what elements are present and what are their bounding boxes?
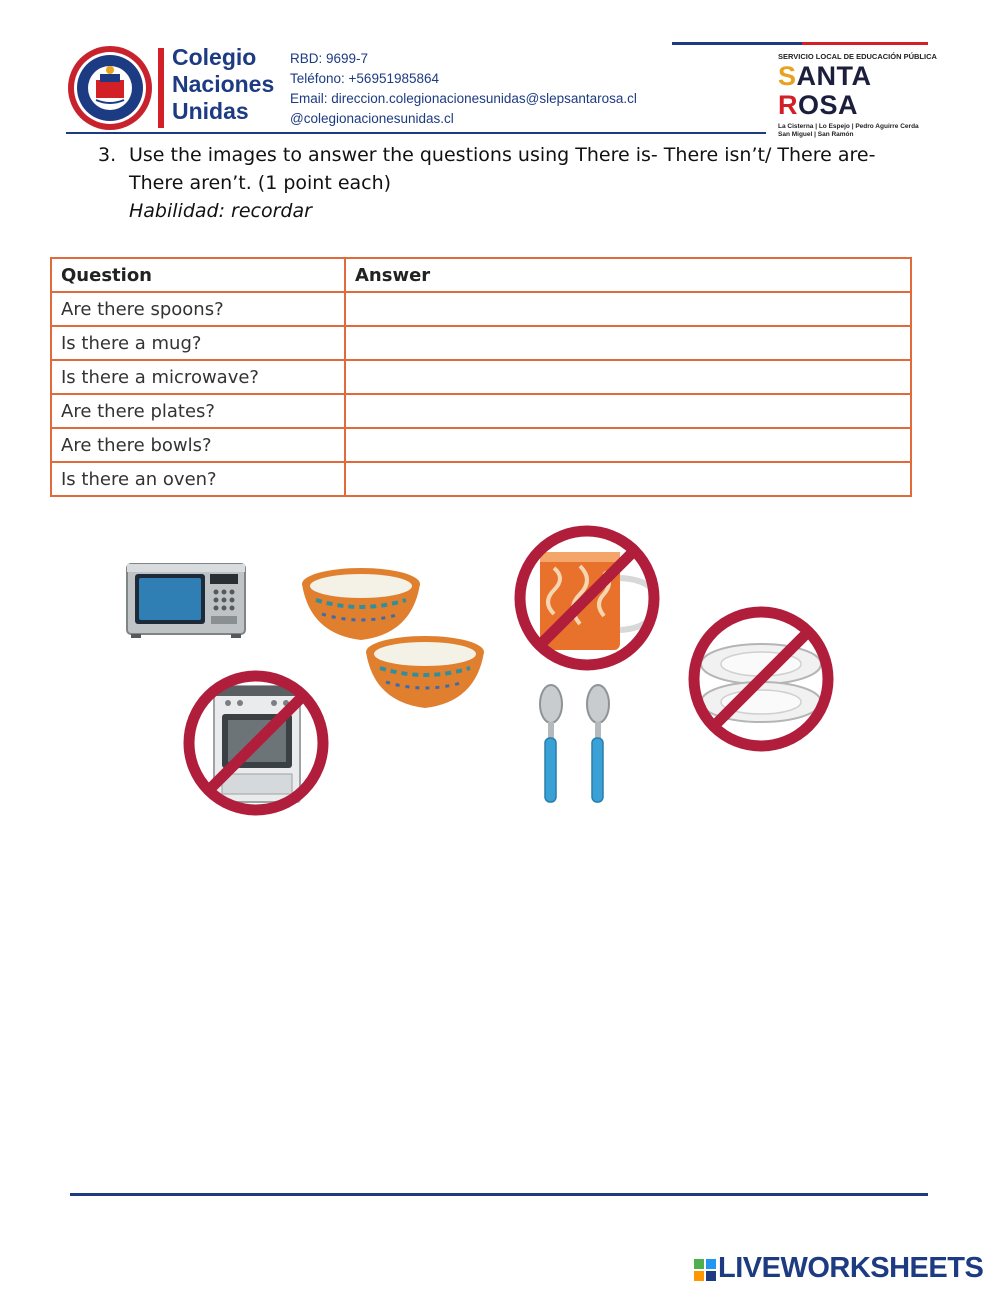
question-cell: Are there spoons? — [51, 292, 345, 326]
question-answer-table — [50, 257, 912, 497]
spoon-icon — [587, 685, 609, 802]
school-name-line: Naciones — [172, 71, 275, 97]
spoons-picture — [535, 682, 617, 806]
table-header-row — [51, 258, 911, 292]
question-cell: Are there plates? — [51, 394, 345, 428]
question-cell: Are there bowls? — [51, 428, 345, 462]
microwave-picture — [125, 560, 250, 640]
bowl-icon — [302, 568, 420, 640]
liveworksheets-logo-icon — [694, 1259, 716, 1281]
school-contact-info — [290, 49, 637, 129]
table-row — [51, 394, 911, 428]
question-cell: Is there a mug? — [51, 326, 345, 360]
bowl-icon — [366, 636, 484, 708]
slep-top-line-blue — [672, 42, 802, 45]
question-column-header: Question — [51, 258, 345, 292]
rbd-text: RBD: 9699-7 — [290, 51, 369, 66]
school-name-line: Unidas — [172, 98, 249, 124]
school-crest-logo — [66, 44, 154, 132]
instruction-text: Use the images to answer the questions using There is- There isn’t/ There are- There aren’t. (1 point each) — [129, 144, 876, 194]
mug-picture-crossed — [510, 522, 665, 674]
slep-service-label: SERVICIO LOCAL DE EDUCACIÓN PÚBLICA — [778, 52, 937, 61]
answer-cell[interactable] — [345, 428, 911, 462]
slep-letter-s: S — [778, 61, 797, 91]
spoon-icon — [540, 685, 562, 802]
school-name — [172, 44, 274, 125]
slep-communes — [778, 123, 919, 139]
header-divider-line — [66, 132, 766, 134]
social-handle-text: @colegionacionesunidas.cl — [290, 111, 454, 126]
prohibition-icon — [694, 612, 828, 746]
table-row — [51, 292, 911, 326]
slep-top-line-red — [802, 42, 928, 45]
table-row — [51, 326, 911, 360]
answer-cell[interactable] — [345, 462, 911, 496]
slep-name-rest: OSA — [798, 90, 859, 120]
school-name-line: Colegio — [172, 44, 257, 70]
slep-letter-r: R — [778, 90, 798, 120]
plates-picture-crossed — [683, 604, 839, 754]
footer-divider-line — [70, 1193, 928, 1196]
question-cell: Is there an oven? — [51, 462, 345, 496]
header-red-divider — [158, 48, 164, 128]
oven-picture-crossed — [178, 670, 335, 817]
table-row — [51, 428, 911, 462]
slep-santa-rosa-logo — [778, 62, 872, 120]
email-text: Email: direccion.colegionacionesunidas@slepsantarosa.cl — [290, 91, 637, 106]
slep-communes-line: La Cisterna | Lo Espejo | Pedro Aguirre Cerda — [778, 123, 919, 130]
table-row — [51, 462, 911, 496]
question-cell: Is there a microwave? — [51, 360, 345, 394]
skill-label: Habilidad: recordar — [129, 200, 312, 222]
answer-cell[interactable] — [345, 360, 911, 394]
answer-column-header: Answer — [345, 258, 911, 292]
slep-communes-line: San Miguel | San Ramón — [778, 131, 854, 138]
answer-cell[interactable] — [345, 292, 911, 326]
table-row — [51, 360, 911, 394]
answer-cell[interactable] — [345, 394, 911, 428]
question-number: 3. — [98, 144, 117, 166]
slep-name-rest: ANTA — [796, 61, 872, 91]
phone-text: Teléfono: +56951985864 — [290, 71, 440, 86]
liveworksheets-brand[interactable]: LIVEWORKSHEETS — [718, 1252, 984, 1284]
answer-cell[interactable] — [345, 326, 911, 360]
